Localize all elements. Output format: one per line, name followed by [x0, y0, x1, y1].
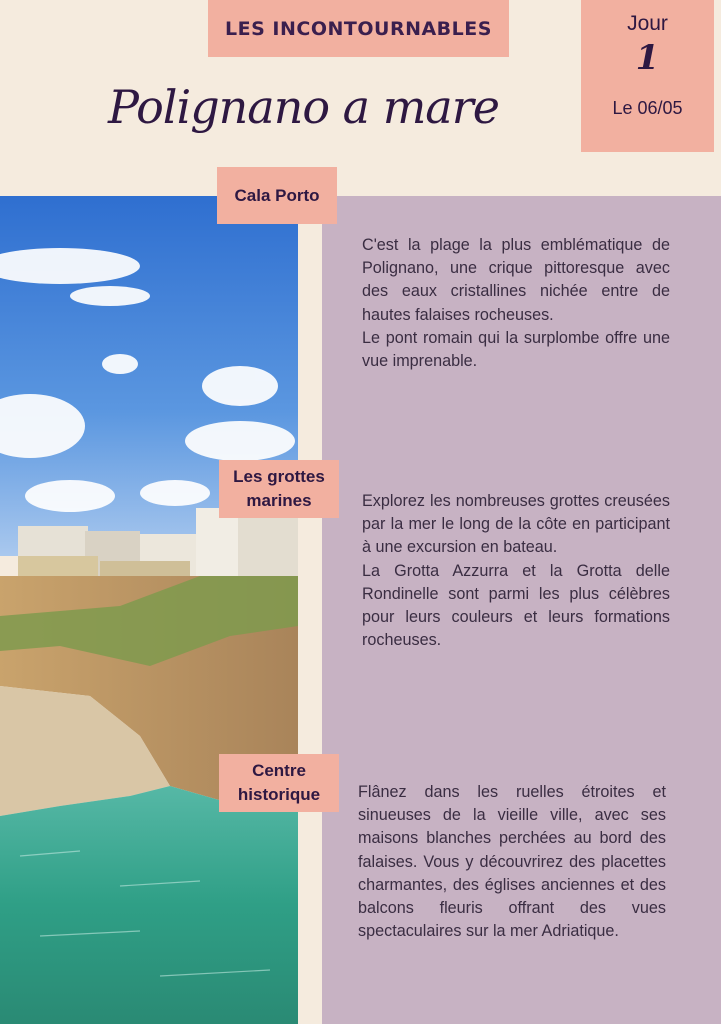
- header-tag: LES INCONTOURNABLES: [208, 0, 509, 57]
- paragraph: Le pont romain qui la surplombe offre une vue imprenable.: [362, 328, 670, 371]
- section-text-centre: [358, 781, 666, 943]
- page-title: Polignano a mare: [108, 80, 499, 134]
- section-text-grottes: [362, 490, 670, 652]
- section-label-text: Cala Porto: [234, 185, 320, 205]
- section-label-grottes: [219, 460, 339, 518]
- day-box: [581, 0, 714, 152]
- section-label-line2: marines: [246, 491, 312, 510]
- day-date: Le 06/05: [612, 98, 683, 118]
- section-label-cala-porto: [217, 167, 337, 224]
- section-label-line2: historique: [237, 785, 321, 804]
- day-word: Jour: [627, 12, 668, 35]
- section-text-cala-porto: [362, 234, 670, 373]
- paragraph: La Grotta Azzurra et la Grotta delle Rondinelle sont parmi les plus célèbres pour leurs couleurs et leurs formations rocheuses.: [362, 561, 670, 650]
- coast-photo: [0, 196, 298, 1024]
- section-label-line1: Les grottes: [233, 467, 325, 486]
- day-number: 1: [635, 38, 660, 78]
- paragraph: C'est la plage la plus emblématique de Polignano, une crique pittoresque avec des eaux cristallines nichée entre de hautes falaises rocheuses.: [362, 236, 670, 324]
- paragraph: Explorez les nombreuses grottes creusées par la mer le long de la côte en participant à une excursion en bateau.: [362, 492, 670, 557]
- section-label-centre: [219, 754, 339, 812]
- paragraph: Flânez dans les ruelles étroites et sinueuses de la vieille ville, avec ses maisons blanches perchées au bord des falaises. Vous y découvrirez des placettes charmantes, des églises anciennes et des balcons fleuris offrant des vues spectaculaires sur la mer Adriatique.: [358, 783, 666, 941]
- section-label-line1: Centre: [252, 761, 306, 780]
- coast-photo-illustration: [0, 196, 298, 1024]
